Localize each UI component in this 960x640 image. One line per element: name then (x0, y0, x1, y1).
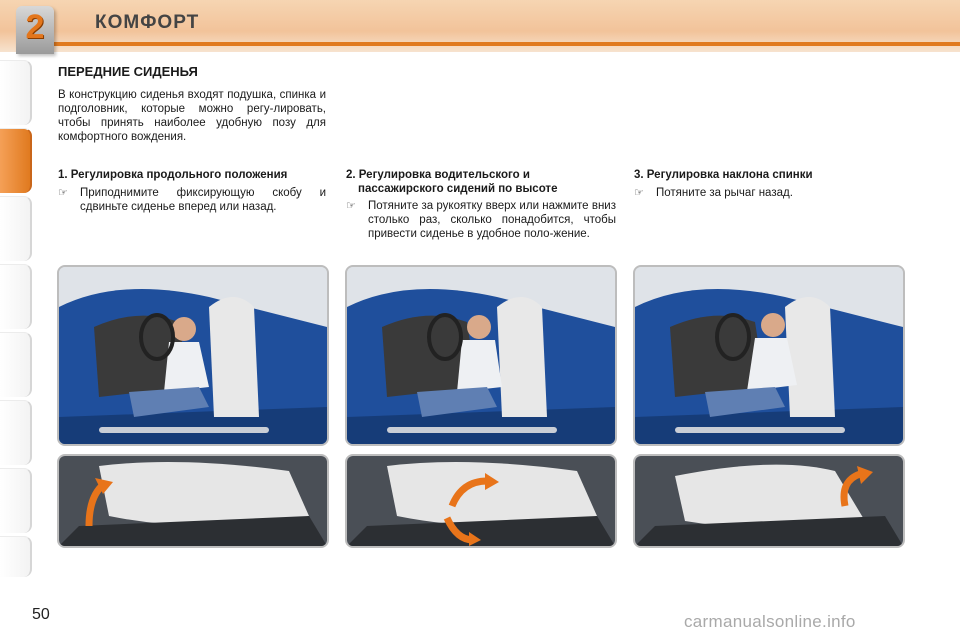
seat-closeup-illustration (347, 456, 615, 546)
pointing-finger-icon: ☞ (634, 187, 644, 199)
chapter-number: 2 (25, 8, 45, 46)
header-accent-line (40, 42, 960, 46)
chapter-tab-4[interactable] (0, 264, 32, 329)
section-title: ПЕРЕДНИЕ СИДЕНЬЯ (58, 64, 198, 79)
pointing-finger-icon: ☞ (58, 187, 68, 199)
col3-bullet-text: Потяните за рычаг назад. (656, 187, 793, 199)
col1-title: 1. Регулировка продольного положения (58, 169, 288, 181)
page-number: 50 (32, 606, 50, 623)
car-interior-illustration (59, 267, 327, 444)
chapter-tab-6[interactable] (0, 400, 32, 465)
photo-longitudinal-adjustment (57, 265, 329, 446)
closeup-backrest-lever (633, 454, 905, 548)
chapter-tab-strip (0, 60, 30, 580)
pointing-finger-icon: ☞ (346, 200, 356, 212)
chapter-tab-8[interactable] (0, 536, 32, 577)
chapter-title: КОМФОРТ (95, 12, 200, 33)
closeup-height-handle (345, 454, 617, 548)
col1-bullet (58, 186, 326, 214)
col2-bullet (346, 199, 616, 241)
col1-bullet-text: Приподнимите фиксирующую скобу и сдвиньте сиденье вперед или назад. (80, 187, 326, 213)
chapter-tab-3[interactable] (0, 196, 32, 261)
photo-backrest-adjustment (633, 265, 905, 446)
watermark: carmanualsonline.info (684, 612, 856, 631)
closeup-longitudinal-lever (57, 454, 329, 548)
chapter-tab-2-active[interactable] (0, 128, 32, 193)
section-intro: В конструкцию сиденья входят подушка, спинка и подголовник, которые можно регу-лировать, чтобы принять наиболее удобную позу для комфортного вождения. (58, 89, 326, 143)
seat-closeup-illustration (635, 456, 903, 546)
chapter-tab-1[interactable] (0, 60, 32, 125)
photo-height-adjustment (345, 265, 617, 446)
chapter-tab-5[interactable] (0, 332, 32, 397)
col2-title (346, 168, 616, 196)
col2-title-line1: 2. Регулировка водительского и (346, 169, 530, 181)
col2-title-line2: пассажирского сидений по высоте (358, 183, 558, 195)
seat-closeup-illustration (59, 456, 327, 546)
car-interior-illustration (635, 267, 903, 444)
col3-title: 3. Регулировка наклона спинки (634, 169, 813, 181)
car-interior-illustration (347, 267, 615, 444)
col3-bullet (634, 186, 904, 200)
chapter-tab-7[interactable] (0, 468, 32, 533)
col2-bullet-text: Потяните за рукоятку вверх или нажмите вниз столько раз, сколько понадобится, чтобы привести сиденье в удобное поло-жение. (368, 200, 616, 240)
